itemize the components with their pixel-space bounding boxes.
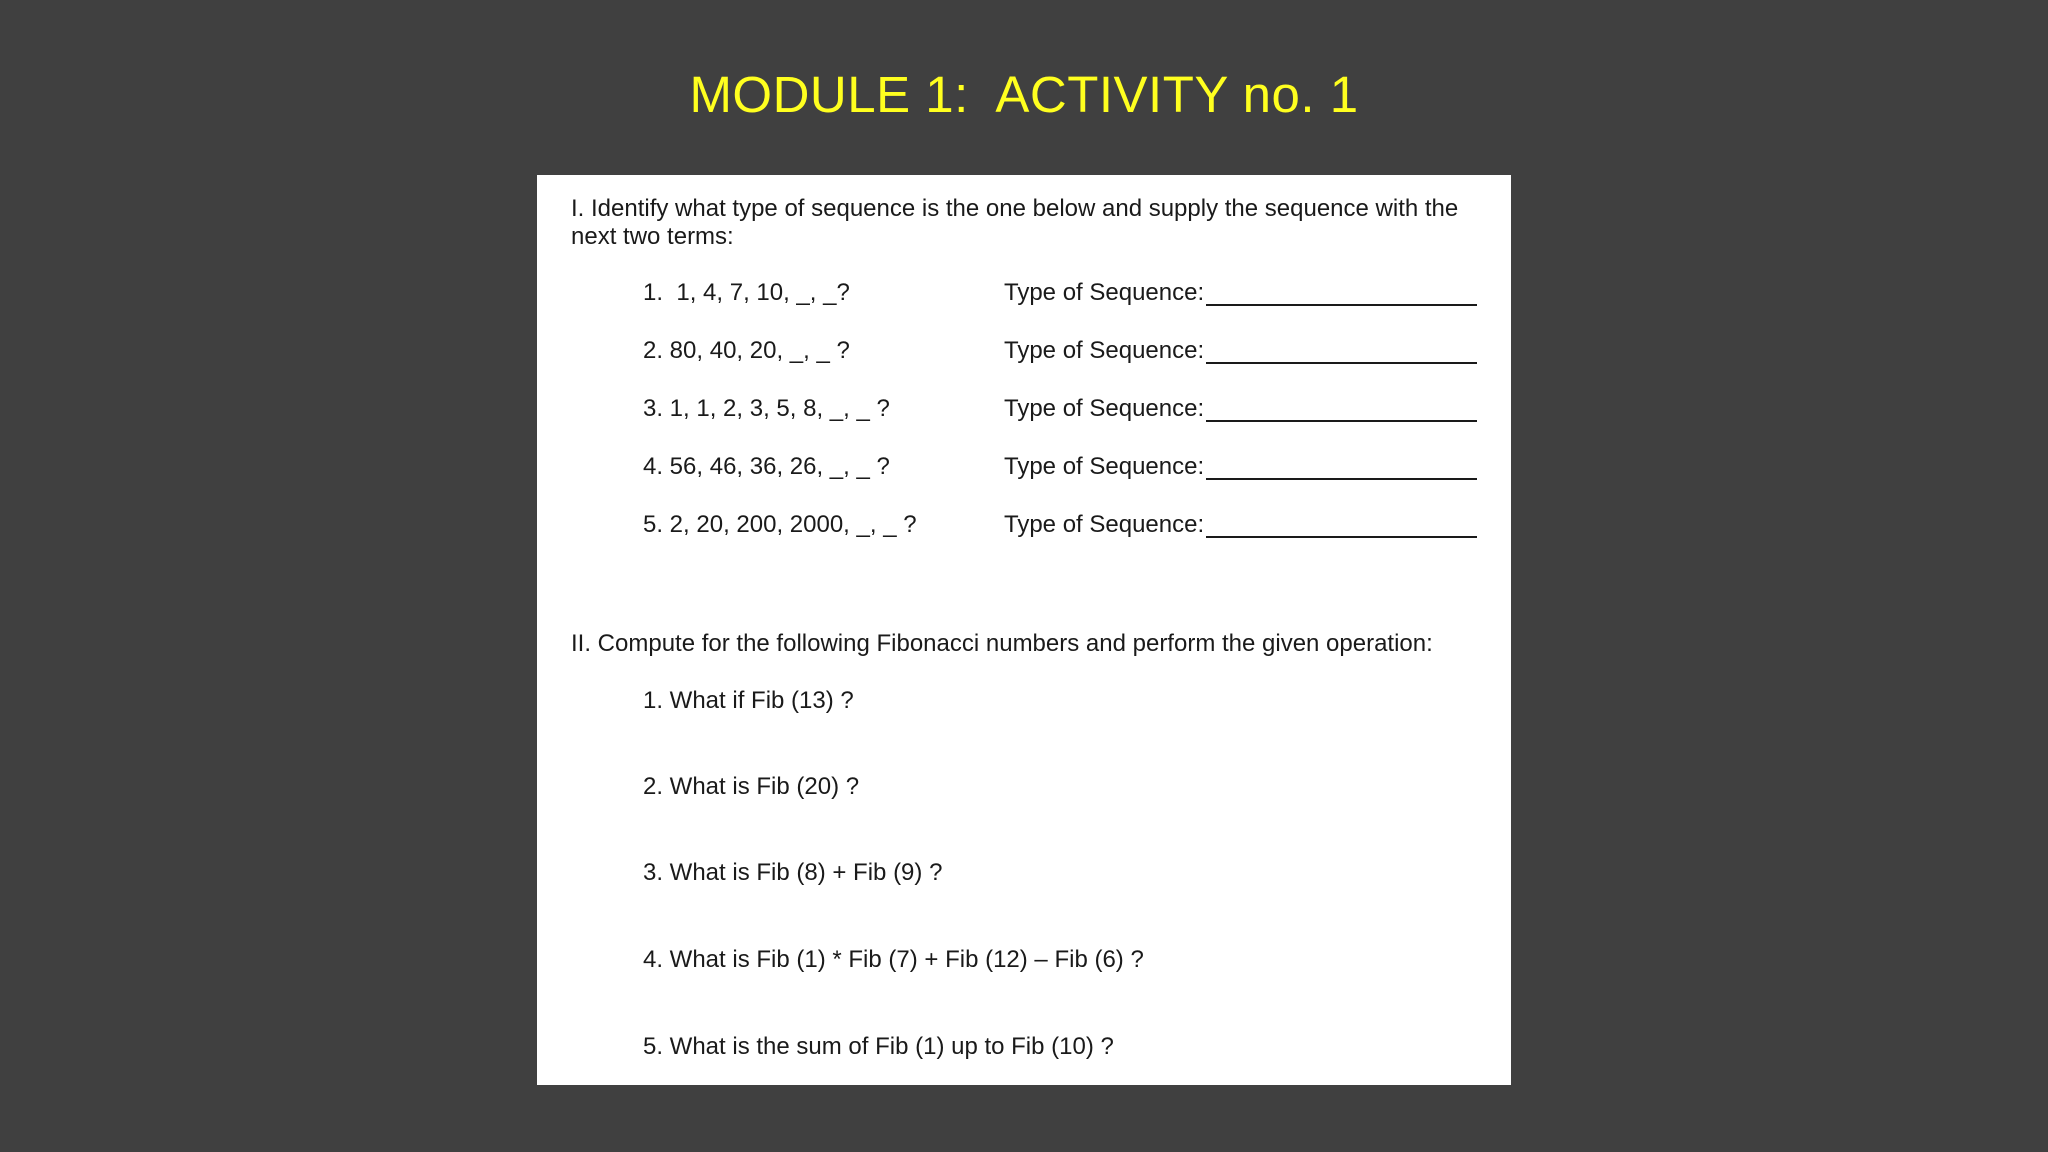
sequence-question: 3. 1, 1, 2, 3, 5, 8, _, _ ? (643, 395, 890, 422)
sequence-question: 1. 1, 4, 7, 10, _, _? (643, 279, 850, 306)
type-of-sequence-label: Type of Sequence: (1004, 337, 1205, 364)
answer-blank-line (1206, 362, 1477, 364)
fibonacci-question: 5. What is the sum of Fib (1) up to Fib (10) ? (643, 1033, 1114, 1060)
slide-title: MODULE 1: ACTIVITY no. 1 (689, 66, 1359, 123)
sequence-item (537, 508, 1511, 542)
type-of-sequence-label: Type of Sequence: (1004, 279, 1205, 306)
answer-blank-line (1206, 536, 1477, 538)
answer-blank-line (1206, 420, 1477, 422)
sequence-question: 4. 56, 46, 36, 26, _, _ ? (643, 453, 890, 480)
type-of-sequence-label: Type of Sequence: (1004, 511, 1205, 538)
sequence-item (537, 450, 1511, 484)
type-of-sequence-label: Type of Sequence: (1004, 395, 1205, 422)
answer-blank-line (1206, 304, 1477, 306)
sequence-question: 2. 80, 40, 20, _, _ ? (643, 337, 850, 364)
answer-blank-line (1206, 478, 1477, 480)
sequence-question: 5. 2, 20, 200, 2000, _, _ ? (643, 511, 917, 538)
type-of-sequence-label: Type of Sequence: (1004, 453, 1205, 480)
fibonacci-question: 3. What is Fib (8) + Fib (9) ? (643, 859, 943, 886)
fibonacci-question: 4. What is Fib (1) * Fib (7) + Fib (12) – Fib (6) ? (643, 946, 1144, 973)
sequence-item (537, 276, 1511, 310)
section2-instruction: II. Compute for the following Fibonacci numbers and perform the given operation: (571, 630, 1433, 657)
sequence-item (537, 392, 1511, 426)
sequence-item (537, 334, 1511, 368)
fibonacci-question: 2. What is Fib (20) ? (643, 773, 860, 800)
worksheet-image (537, 175, 1511, 1085)
fibonacci-question: 1. What if Fib (13) ? (643, 687, 854, 714)
section1-instruction: I. Identify what type of sequence is the one below and supply the sequence with the next two terms: (571, 195, 1459, 250)
